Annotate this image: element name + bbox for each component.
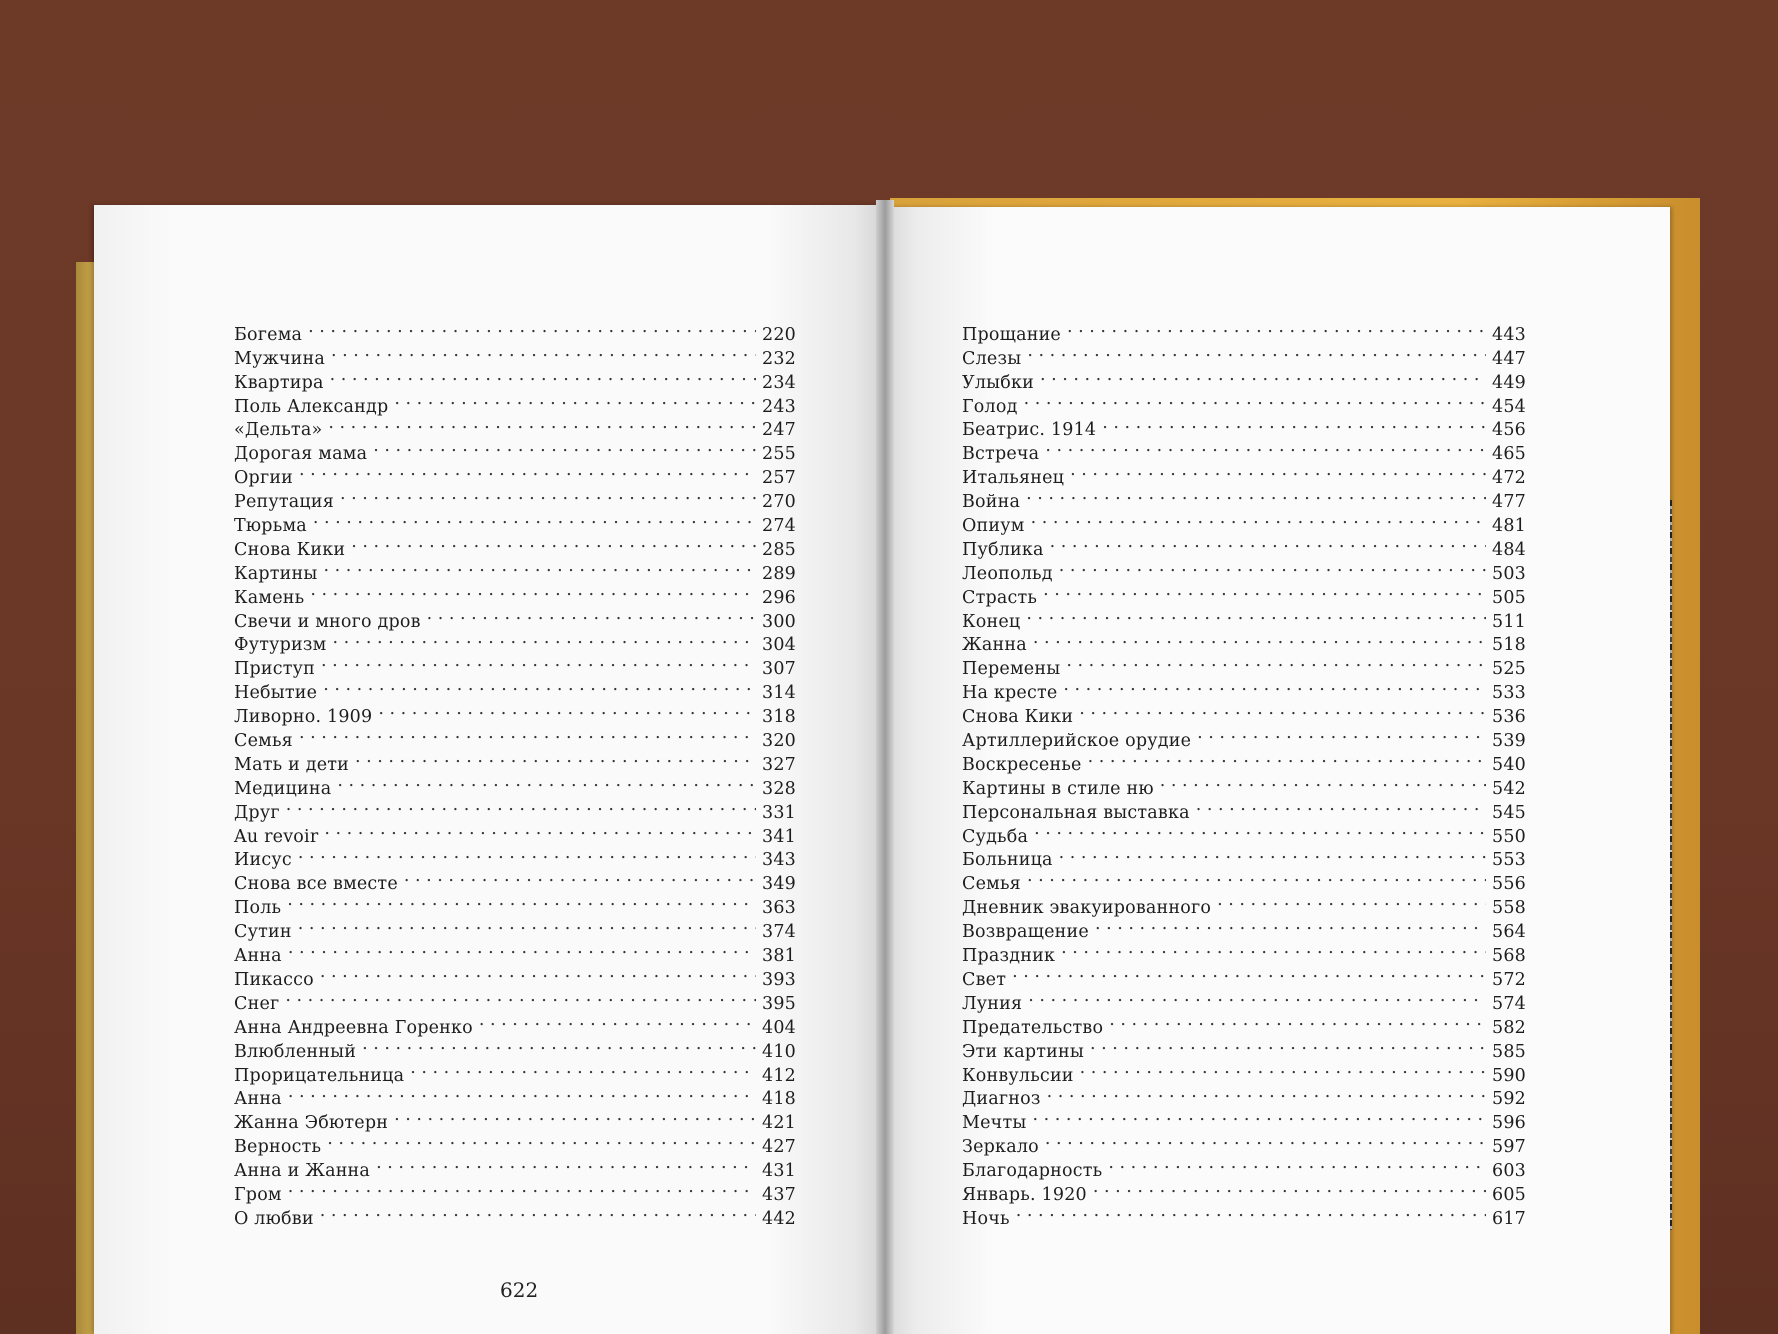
toc-entry-title: Эти картины	[962, 1041, 1085, 1062]
toc-entry	[234, 1009, 796, 1038]
toc-entry-page: 447	[1491, 348, 1526, 369]
toc-entry-title: Свечи и много дров	[234, 611, 421, 632]
toc-entry-title: Семья	[962, 874, 1021, 895]
toc-entry-title: Улыбки	[962, 372, 1035, 393]
toc-leader-dots	[1070, 459, 1486, 483]
toc-entry-page: 518	[1491, 635, 1526, 656]
toc-leader-dots	[394, 1104, 756, 1128]
toc-entry-page: 331	[761, 802, 796, 823]
toc-entry-page: 456	[1491, 420, 1526, 441]
toc-leader-dots	[376, 1152, 756, 1176]
toc-entry	[234, 961, 796, 990]
toc-entry-title: Небытие	[234, 683, 318, 704]
toc-leader-dots	[330, 364, 756, 388]
toc-entry	[962, 507, 1526, 537]
toc-entry	[234, 603, 796, 632]
toc-entry	[962, 340, 1526, 369]
toc-leader-dots	[1012, 961, 1486, 985]
toc-entry-title: Голод	[962, 396, 1018, 417]
toc-entry-page: 363	[761, 898, 796, 919]
toc-leader-dots	[321, 650, 756, 674]
toc-leader-dots	[323, 674, 756, 698]
toc-entry-page: 553	[1491, 850, 1526, 871]
toc-leader-dots	[299, 459, 756, 483]
toc-entry-title: Семья	[234, 731, 293, 752]
toc-entry-page: 404	[761, 1017, 796, 1038]
toc-entry-title: Сутин	[234, 922, 292, 943]
toc-entry-page: 374	[761, 922, 796, 943]
toc-entry	[962, 1200, 1526, 1229]
toc-entry-title: Поль Александр	[234, 396, 389, 417]
toc-entry-title: Дорогая мама	[234, 444, 368, 465]
toc-entry-title: Благодарность	[962, 1161, 1103, 1182]
toc-entry	[962, 1104, 1526, 1134]
toc-entry-page: 431	[761, 1161, 796, 1182]
toc-entry-title: Пикассо	[234, 969, 314, 990]
toc-entry-title: Встреча	[962, 444, 1040, 465]
toc-leader-dots	[320, 1200, 756, 1224]
toc-entry	[234, 1176, 796, 1205]
toc-leader-dots	[351, 531, 756, 555]
toc-entry-page: 505	[1491, 587, 1526, 608]
toc-entry-page: 503	[1491, 563, 1526, 584]
toc-leader-dots	[1040, 364, 1486, 388]
toc-entry	[962, 985, 1526, 1014]
toc-leader-dots	[479, 1009, 756, 1033]
toc-entry-page: 296	[761, 587, 796, 608]
toc-leader-dots	[308, 316, 756, 340]
toc-entry	[234, 842, 796, 871]
toc-leader-dots	[288, 1176, 756, 1200]
toc-entry	[962, 388, 1526, 417]
toc-leader-dots	[427, 603, 756, 627]
toc-entry	[234, 794, 796, 823]
toc-leader-dots	[288, 1081, 756, 1105]
toc-entry-title: Леопольд	[962, 563, 1053, 584]
toc-entry-page: 421	[761, 1113, 796, 1134]
toc-entry-title: Картины в стиле ню	[962, 778, 1154, 799]
toc-leader-dots	[1197, 722, 1486, 746]
toc-entry-title: Снова Кики	[234, 539, 346, 560]
toc-entry-page: 472	[1491, 468, 1526, 489]
toc-entry-page: 582	[1491, 1017, 1526, 1038]
toc-entry-page: 443	[1491, 324, 1526, 345]
toc-leader-dots	[373, 435, 756, 459]
toc-entry	[234, 818, 796, 847]
toc-entry-title: Возвращение	[962, 922, 1089, 943]
toc-entry-page: 545	[1491, 802, 1526, 823]
book-gutter	[876, 200, 894, 1334]
toc-entry-page: 558	[1491, 898, 1526, 919]
toc-leader-dots	[1050, 531, 1486, 555]
toc-entry	[234, 722, 796, 752]
toc-leader-dots	[1045, 435, 1486, 459]
toc-entry	[234, 340, 796, 369]
toc-entry-page: 525	[1491, 659, 1526, 680]
toc-entry	[962, 1009, 1526, 1038]
toc-leader-dots	[1027, 340, 1486, 364]
toc-leader-dots	[410, 1057, 756, 1081]
toc-entry	[962, 650, 1526, 680]
toc-entry-page: 274	[761, 516, 796, 537]
toc-entry-page: 568	[1491, 946, 1526, 967]
toc-leader-dots	[332, 627, 756, 651]
toc-entry-title: Война	[962, 492, 1021, 513]
toc-entry-page: 234	[761, 372, 796, 393]
toc-leader-dots	[1079, 698, 1486, 722]
toc-entry-page: 556	[1491, 874, 1526, 895]
toc-entry-page: 393	[761, 969, 796, 990]
toc-entry-title: Снова все вместе	[234, 874, 398, 895]
toc-entry-title: Слезы	[962, 348, 1022, 369]
toc-leader-dots	[1047, 1081, 1486, 1105]
toc-leader-dots	[1032, 1104, 1486, 1128]
toc-entry	[234, 316, 796, 345]
toc-entry-page: 596	[1491, 1113, 1526, 1134]
toc-entry-page: 542	[1491, 778, 1526, 799]
toc-entry-title: Анна	[234, 946, 282, 967]
toc-entry-page: 314	[761, 683, 796, 704]
toc-entry-page: 395	[761, 993, 796, 1014]
toc-entry-title: Медицина	[234, 778, 332, 799]
toc-entry-page: 481	[1491, 516, 1526, 537]
toc-entry-page: 465	[1491, 444, 1526, 465]
toc-leader-dots	[1196, 794, 1486, 818]
toc-entry-title: Снова Кики	[962, 707, 1074, 728]
toc-leader-dots	[285, 985, 756, 1009]
toc-entry-title: Богема	[234, 324, 303, 345]
toc-entry-page: 270	[761, 492, 796, 513]
toc-entry-title: Опиум	[962, 516, 1025, 537]
toc-leader-dots	[1067, 316, 1486, 340]
toc-leader-dots	[337, 770, 756, 794]
toc-leader-dots	[1108, 1152, 1486, 1176]
toc-entry-title: Дневник эвакуированного	[962, 898, 1212, 919]
toc-entry-title: Приступ	[234, 659, 315, 680]
toc-entry-page: 540	[1491, 754, 1526, 775]
toc-entry-page: 605	[1491, 1184, 1526, 1205]
toc-leader-dots	[1027, 865, 1486, 889]
toc-entry-page: 327	[761, 754, 796, 775]
toc-entry-title: Ночь	[962, 1208, 1010, 1229]
toc-entry-page: 220	[761, 324, 796, 345]
toc-entry-title: Влюбленный	[234, 1041, 357, 1062]
toc-entry	[234, 507, 796, 537]
toc-entry	[962, 627, 1526, 656]
toc-entry	[234, 985, 796, 1014]
toc-leader-dots	[1217, 889, 1486, 913]
toc-entry-title: Конец	[962, 611, 1021, 632]
toc-entry-page: 597	[1491, 1137, 1526, 1158]
toc-entry-title: Анна Андреевна Горенко	[234, 1017, 473, 1038]
toc-entry	[962, 865, 1526, 895]
toc-entry	[234, 1104, 796, 1134]
toc-leader-dots	[1026, 603, 1486, 627]
toc-entry-title: Воскресенье	[962, 754, 1082, 775]
toc-leader-dots	[1088, 746, 1486, 770]
toc-entry-page: 418	[761, 1089, 796, 1110]
toc-entry	[962, 1152, 1526, 1182]
toc-entry	[962, 603, 1526, 632]
toc-entry-page: 427	[761, 1137, 796, 1158]
toc-leader-dots	[298, 913, 756, 937]
toc-entry	[234, 483, 796, 513]
toc-entry-page: 343	[761, 850, 796, 871]
toc-entry-title: Футуризм	[234, 635, 327, 656]
toc-entry-title: Тюрьма	[234, 516, 307, 537]
toc-entry-title: Мужчина	[234, 348, 326, 369]
toc-entry-page: 341	[761, 826, 796, 847]
toc-entry	[234, 579, 796, 608]
toc-leader-dots	[1090, 1033, 1486, 1057]
toc-entry-title: Зеркало	[962, 1137, 1039, 1158]
toc-entry-page: 307	[761, 659, 796, 680]
toc-entry-title: Персональная выставка	[962, 802, 1190, 823]
toc-entry-title: Праздник	[962, 946, 1056, 967]
toc-leader-dots	[1026, 483, 1486, 507]
toc-leader-dots	[1043, 579, 1486, 603]
toc-entry-title: Камень	[234, 587, 305, 608]
toc-entry	[962, 889, 1526, 919]
toc-entry-page: 585	[1491, 1041, 1526, 1062]
toc-entry	[962, 316, 1526, 345]
toc-leader-dots	[286, 794, 756, 818]
toc-leader-dots	[1016, 1200, 1486, 1224]
toc-leader-dots	[1033, 627, 1486, 651]
toc-entry-title: Репутация	[234, 492, 334, 513]
toc-entry-page: 536	[1491, 707, 1526, 728]
toc-entry-title: Анна и Жанна	[234, 1161, 371, 1182]
toc-entry-page: 449	[1491, 372, 1526, 393]
page-number: 622	[500, 1278, 539, 1302]
toc-leader-dots	[1059, 842, 1486, 866]
toc-right-list	[962, 316, 1526, 1229]
toc-entry-page: 454	[1491, 396, 1526, 417]
toc-entry	[234, 937, 796, 967]
toc-entry-page: 410	[761, 1041, 796, 1062]
toc-entry-title: Анна	[234, 1089, 282, 1110]
toc-entry	[962, 483, 1526, 513]
toc-entry-page: 300	[761, 611, 796, 632]
toc-leader-dots	[327, 1128, 756, 1152]
toc-leader-dots	[299, 722, 756, 746]
toc-leader-dots	[298, 842, 756, 866]
toc-entry-page: 285	[761, 539, 796, 560]
toc-entry-page: 574	[1491, 993, 1526, 1014]
toc-entry	[962, 364, 1526, 393]
toc-left-list	[234, 316, 796, 1229]
toc-leader-dots	[394, 388, 756, 412]
toc-leader-dots	[324, 555, 756, 579]
toc-entry-page: 539	[1491, 731, 1526, 752]
toc-entry-page: 412	[761, 1065, 796, 1086]
toc-entry	[234, 1200, 796, 1229]
toc-entry-page: 564	[1491, 922, 1526, 943]
toc-leader-dots	[1066, 650, 1486, 674]
toc-leader-dots	[1160, 770, 1486, 794]
toc-entry-title: Больница	[962, 850, 1053, 871]
toc-entry	[234, 889, 796, 919]
toc-leader-dots	[1102, 412, 1486, 436]
toc-entry	[962, 842, 1526, 871]
toc-entry	[234, 1081, 796, 1110]
toc-entry	[234, 459, 796, 489]
toc-entry-page: 477	[1491, 492, 1526, 513]
toc-entry	[962, 1128, 1526, 1158]
toc-leader-dots	[1109, 1009, 1486, 1033]
toc-entry-page: 232	[761, 348, 796, 369]
toc-leader-dots	[331, 340, 756, 364]
toc-entry-page: 318	[761, 707, 796, 728]
toc-entry-title: Мать и дети	[234, 754, 350, 775]
toc-entry-page: 349	[761, 874, 796, 895]
toc-leader-dots	[320, 961, 756, 985]
toc-leader-dots	[1093, 1176, 1486, 1200]
toc-entry-page: 592	[1491, 1089, 1526, 1110]
toc-leader-dots	[1080, 1057, 1486, 1081]
toc-leader-dots	[378, 698, 756, 722]
toc-entry-page: 243	[761, 396, 796, 417]
toc-leader-dots	[340, 483, 756, 507]
toc-entry-page: 572	[1491, 969, 1526, 990]
toc-leader-dots	[1095, 913, 1486, 937]
toc-entry-title: Беатрис. 1914	[962, 420, 1097, 441]
toc-entry-title: Итальянец	[962, 468, 1065, 489]
toc-leader-dots	[1031, 507, 1486, 531]
toc-entry-title: Перемены	[962, 659, 1061, 680]
toc-entry-title: Свет	[962, 969, 1007, 990]
toc-entry-title: О любви	[234, 1208, 314, 1229]
toc-entry	[962, 459, 1526, 489]
toc-entry	[962, 531, 1526, 560]
toc-leader-dots	[1024, 388, 1486, 412]
toc-entry-title: На кресте	[962, 683, 1058, 704]
toc-entry-page: 590	[1491, 1065, 1526, 1086]
toc-entry	[962, 818, 1526, 847]
toc-entry-title: Судьба	[962, 826, 1029, 847]
toc-entry	[234, 865, 796, 895]
toc-entry-page: 550	[1491, 826, 1526, 847]
toc-leader-dots	[355, 746, 756, 770]
toc-entry-page: 247	[761, 420, 796, 441]
toc-leader-dots	[404, 865, 756, 889]
toc-leader-dots	[1045, 1128, 1486, 1152]
toc-entry-page: 328	[761, 778, 796, 799]
toc-leader-dots	[1034, 818, 1486, 842]
toc-entry	[962, 961, 1526, 990]
toc-leader-dots	[324, 818, 756, 842]
toc-entry-title: Гром	[234, 1184, 282, 1205]
toc-entry-title: Оргии	[234, 468, 294, 489]
toc-entry	[234, 913, 796, 943]
toc-entry-title: Ливорно. 1909	[234, 707, 373, 728]
toc-leader-dots	[1063, 674, 1486, 698]
toc-entry-title: Прорицательница	[234, 1065, 405, 1086]
toc-entry-page: 484	[1491, 539, 1526, 560]
toc-leader-dots	[288, 937, 756, 961]
toc-entry-title: Au revoir	[234, 826, 319, 847]
toc-leader-dots	[313, 507, 756, 531]
toc-entry-title: Январь. 1920	[962, 1184, 1087, 1205]
toc-entry-page: 533	[1491, 683, 1526, 704]
toc-entry-title: Луния	[962, 993, 1023, 1014]
toc-entry-title: Квартира	[234, 372, 324, 393]
toc-entry-title: Прощание	[962, 324, 1061, 345]
toc-entry	[234, 746, 796, 775]
toc-entry-page: 442	[761, 1208, 796, 1229]
toc-entry-title: Диагноз	[962, 1089, 1041, 1110]
toc-entry-page: 617	[1491, 1208, 1526, 1229]
toc-entry	[962, 412, 1526, 441]
toc-leader-dots	[1028, 985, 1486, 1009]
toc-entry-title: Конвульсии	[962, 1065, 1074, 1086]
toc-entry-title: Иисус	[234, 850, 292, 871]
toc-entry-page: 304	[761, 635, 796, 656]
toc-leader-dots	[1061, 937, 1486, 961]
toc-entry-title: «Дельта»	[234, 420, 323, 441]
toc-entry-title: Публика	[962, 539, 1044, 560]
toc-leader-dots	[310, 579, 756, 603]
toc-leader-dots	[1059, 555, 1486, 579]
toc-leader-dots	[362, 1033, 756, 1057]
toc-leader-dots	[328, 412, 756, 436]
toc-entry	[234, 531, 796, 560]
toc-entry-page: 289	[761, 563, 796, 584]
toc-entry	[962, 1081, 1526, 1110]
toc-entry-page: 257	[761, 468, 796, 489]
toc-entry	[962, 435, 1526, 465]
toc-leader-dots	[287, 889, 756, 913]
toc-entry-title: Снег	[234, 993, 280, 1014]
toc-entry-title: Жанна Эбютерн	[234, 1113, 389, 1134]
toc-entry-page: 320	[761, 731, 796, 752]
toc-entry-title: Жанна	[962, 635, 1027, 656]
toc-entry-title: Картины	[234, 563, 318, 584]
toc-entry-page: 381	[761, 946, 796, 967]
toc-entry-title: Верность	[234, 1137, 322, 1158]
toc-entry-page: 511	[1491, 611, 1526, 632]
toc-entry-page: 255	[761, 444, 796, 465]
toc-entry-title: Предательство	[962, 1017, 1104, 1038]
toc-entry-title: Страсть	[962, 587, 1038, 608]
toc-entry-page: 437	[761, 1184, 796, 1205]
toc-entry-title: Поль	[234, 898, 282, 919]
toc-entry	[962, 579, 1526, 608]
toc-entry-title: Артиллерийское орудие	[962, 731, 1192, 752]
toc-entry-page: 603	[1491, 1161, 1526, 1182]
toc-entry-title: Друг	[234, 802, 280, 823]
toc-entry-title: Мечты	[962, 1113, 1027, 1134]
